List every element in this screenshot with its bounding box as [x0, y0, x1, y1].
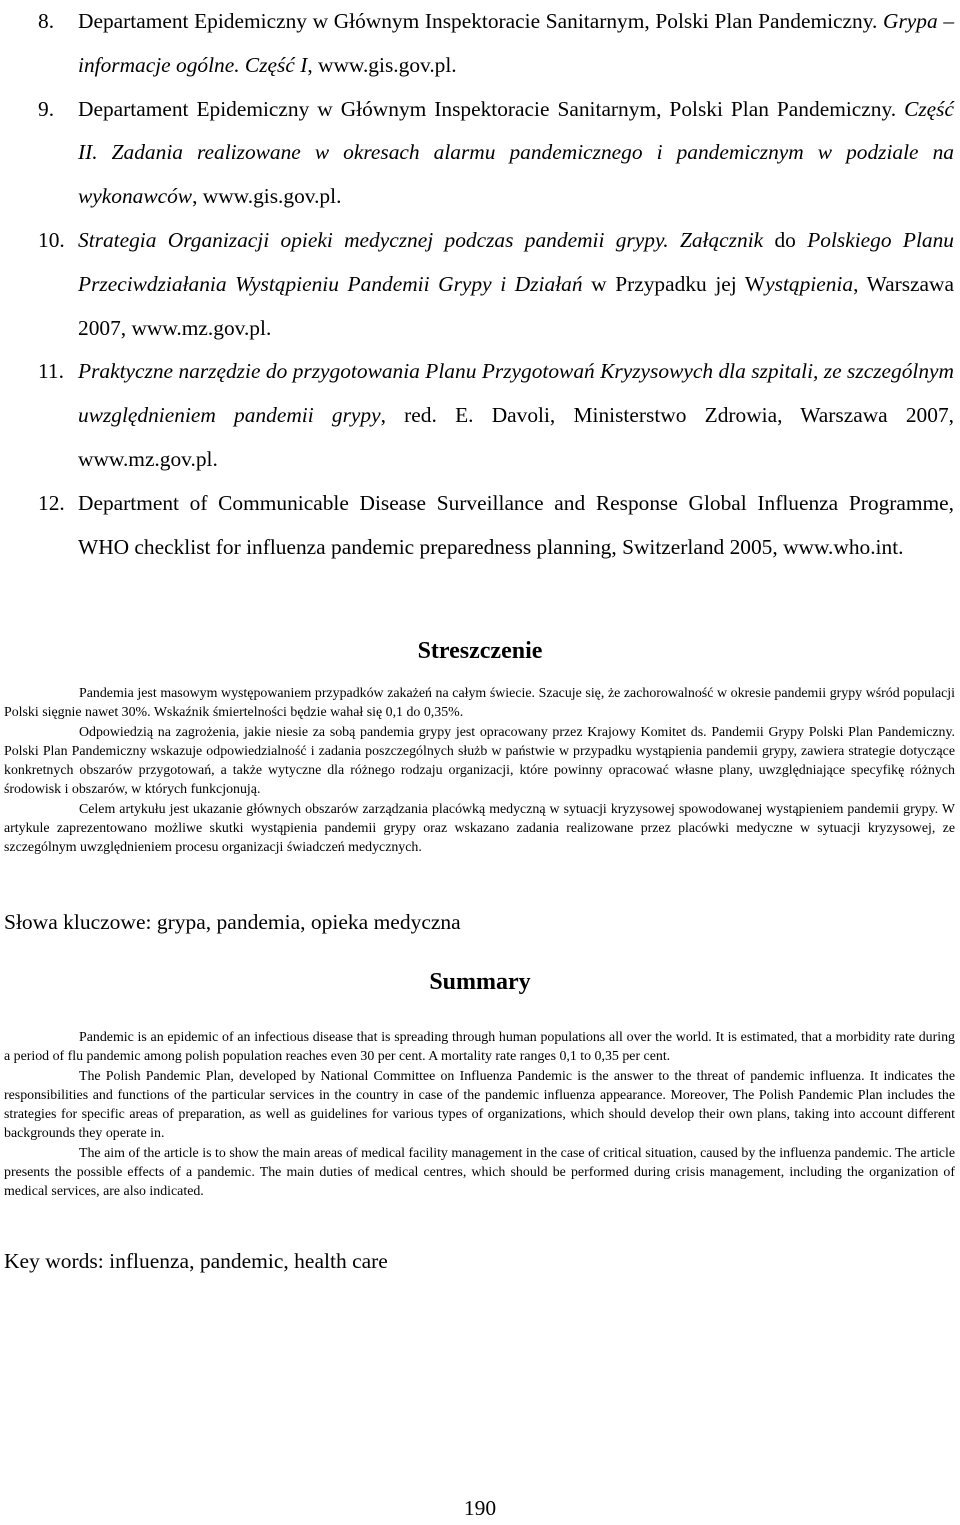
reference-list	[38, 0, 954, 569]
abstract-paragraph: Pandemia jest masowym występowaniem przypadków zakażeń na całym świecie. Szacuje się, że zachorowalność w okresie pandemii grypy wśród populacji Polski sięgnie nawet 30%. Wskaźnik śmiertelności będzie wahał się 0,1 do 0,35%.	[4, 686, 955, 721]
abstract-paragraph: Odpowiedzią na zagrożenia, jakie niesie za sobą pandemia grypy jest opracowany przez Krajowy Komitet ds. Pandemii Grypy Polski Plan Pandemiczny. Polski Plan Pandemiczny wskazuje odpowiedzialność i zadania poszczególnych służb w państwie w przypadku wystąpienia pandemii grypy, zawiera strategie dotyczące konkretnych obszarów przygotowań, a także wytyczne dla różnego rodzaju organizacji, które powinny opracować własne plany, uwzględniające specyfikę różnych środowisk i obszarów, w których funkcjonują.	[4, 724, 955, 798]
reference-text: Praktyczne narzędzie do przygotowania Planu Przygotowań Kryzysowych dla szpitali, ze szczególnym uwzględnieniem pandemii grypy, red. E. Davoli, Ministerstwo Zdrowia, Warszawa 2007, www.mz.gov.pl.	[78, 359, 954, 471]
english-keywords: Key words: influenza, pandemic, health care	[4, 1249, 388, 1273]
reference-item	[38, 219, 954, 350]
polish-keywords: Słowa kluczowe: grypa, pandemia, opieka medyczna	[4, 910, 461, 934]
abstract-paragraph: Pandemic is an epidemic of an infectious disease that is spreading through human populations all over the world. It is estimated, that a morbidity rate during a period of flu pandemic among polish population reaches even 30 per cent. A mortality rate ranges 0,1 to 0,35 per cent.	[4, 1030, 955, 1065]
reference-item	[38, 350, 954, 481]
reference-number: 9.	[38, 96, 55, 121]
reference-text: Departament Epidemiczny w Głównym Inspektoracie Sanitarnym, Polski Plan Pandemiczny. Część II. Zadania realizowane w okresach alarmu pandemicznego i pandemicznym w podziale na wykonawców, www.gis.gov.pl.	[78, 96, 954, 209]
page-number: 190	[463, 1496, 497, 1520]
reference-number: 10.	[38, 227, 65, 252]
reference-item	[38, 0, 954, 88]
reference-number: 8.	[38, 9, 55, 33]
reference-text: Strategia Organizacji opieki medycznej podczas pandemii grypy. Załącznik do Polskiego Planu Przeciwdziałania Wystąpieniu Pandemii Grypy i Działań w Przypadku jej Wystąpienia, Warszawa 2007, www.mz.gov.pl.	[78, 227, 954, 340]
reference-text: Departament Epidemiczny w Głównym Inspektoracie Sanitarnym, Polski Plan Pandemiczny. Grypa – informacje ogólne. Część I, www.gis.gov.pl.	[78, 9, 955, 77]
streszczenie-abstract	[4, 684, 955, 858]
abstract-paragraph: The Polish Pandemic Plan, developed by National Committee on Influenza Pandemic is the answer to the threat of pandemic influenza. It indicates the responsibilities and functions of the particular services in the country in case of the pandemic influenza appearance. Moreover, The Polish Pandemic Plan includes the strategies for specific areas of preparation, as well as guidelines for various types of organizations, which should develop their own plans, taking into account different backgrounds they operate in.	[4, 1068, 955, 1142]
abstract-paragraph: Celem artykułu jest ukazanie głównych obszarów zarządzania placówką medyczną w sytuacji kryzysowej spowodowanej wystąpieniem pandemii grypy. W artykule zaprezentowano możliwe skutki wystąpienia pandemii grypy oraz wskazano zadania realizowane przez placówki medyczne w sytuacji kryzysowej, ze szczególnym uwzględnieniem procesu organizacji świadczeń medycznych.	[4, 801, 955, 856]
reference-number: 11.	[38, 359, 64, 384]
reference-item	[38, 88, 954, 219]
reference-text: Department of Communicable Disease Surveillance and Response Global Influenza Programme, WHO checklist for influenza pandemic preparedness planning, Switzerland 2005, www.who.int.	[78, 490, 954, 559]
reference-item	[38, 482, 954, 570]
abstract-paragraph: The aim of the article is to show the main areas of medical facility management in the case of critical situation, caused by the influenza pandemic. The article presents the possible effects of a pandemic. The main duties of medical centres, which should be performed during crisis management, including the organization of medical services, are also indicated.	[4, 1145, 955, 1200]
summary-abstract	[4, 1028, 955, 1202]
streszczenie-heading: Streszczenie	[417, 638, 543, 664]
reference-number: 12.	[38, 490, 65, 515]
summary-heading: Summary	[429, 969, 531, 995]
